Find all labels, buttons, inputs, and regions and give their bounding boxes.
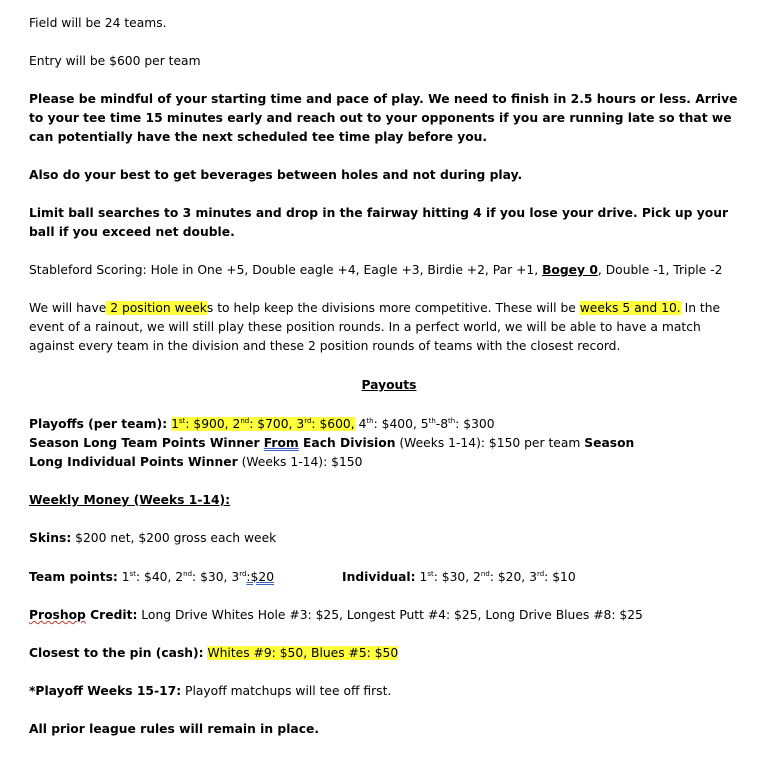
team-points-3-value: :$20 — [246, 570, 275, 584]
ball-search-paragraph: Limit ball searches to 3 minutes and drop in the fairway hitting 4 if you lose your drive. Pick up your ball if you exceed net double. — [29, 206, 729, 239]
playoffs-3-value: : $600, — [311, 417, 355, 431]
playoffs-highlight — [171, 417, 355, 431]
playoffs-1: 1 — [171, 417, 179, 431]
skins-line — [29, 529, 749, 548]
playoffs-5-sup: th — [428, 417, 436, 425]
team-points-1: 1 — [117, 570, 130, 584]
season-individual-label: Long Individual Points Winner — [29, 455, 238, 469]
stableford-scoring-line — [29, 261, 749, 280]
proshop-label: Proshop — [29, 608, 86, 622]
proshop-text: Long Drive Whites Hole #3: $25, Longest Putt #4: $25, Long Drive Blues #8: $25 — [137, 608, 643, 622]
individual-1: 1 — [415, 570, 428, 584]
individual-2-value: : $20, 3 — [489, 570, 537, 584]
season-individual-text: (Weeks 1-14): $150 — [237, 455, 363, 469]
closest-label: Closest to the pin (cash): — [29, 646, 204, 660]
team-points-1-sup: st — [129, 570, 136, 578]
season-team-label: Season Long Team Points Winner — [29, 436, 264, 450]
playoffs-4-sup: th — [366, 417, 374, 425]
payouts-heading: Payouts — [361, 378, 417, 392]
playoff-weeks-text: Playoff matchups will tee off first. — [181, 684, 392, 698]
season-division-label: Each Division — [298, 436, 396, 450]
bogey-zero: Bogey 0 — [542, 263, 598, 277]
field-size-line: Field will be 24 teams. — [29, 16, 167, 30]
beverages-line: Also do your best to get beverages between holes and not during play. — [29, 168, 523, 182]
entry-fee-line: Entry will be $600 per team — [29, 54, 201, 68]
season-team-text: (Weeks 1-14): $150 per team — [395, 436, 585, 450]
playoffs-2-sup: nd — [240, 417, 250, 425]
pace-of-play-paragraph: Please be mindful of your starting time and pace of play. We need to finish in 2.5 hours or less. Arrive to your tee time 15 minutes early and reach out to your opponents if you are running late so that we can potentially have the next scheduled tee time play before you. — [29, 92, 738, 144]
playoffs-2-value: : $700, 3 — [249, 417, 305, 431]
position-highlight-1: 2 position week — [106, 301, 207, 315]
individual-2-sup: nd — [480, 570, 490, 578]
skins-text: $200 net, $200 gross each week — [71, 531, 277, 545]
individual-1-value: : $30, 2 — [433, 570, 481, 584]
position-text-3: In the event of a rainout, we will still play these position rounds. In a perfect world, we will be able to have a match against every team in the division and these 2 position rounds of teams with the closest record. — [29, 301, 721, 353]
individual-label: Individual: — [342, 570, 416, 584]
position-highlight-2: weeks 5 and 10. — [579, 301, 681, 315]
individual-1-sup: st — [427, 570, 434, 578]
playoffs-label: Playoffs (per team): — [29, 417, 168, 431]
position-weeks-paragraph — [29, 299, 749, 356]
prior-rules-line: All prior league rules will remain in place. — [29, 722, 320, 736]
playoffs-8-sup: th — [448, 417, 456, 425]
individual-line — [342, 568, 742, 587]
team-points-2-sup: nd — [183, 570, 193, 578]
season-from: From — [263, 436, 299, 450]
team-points-2-value: : $30, 3 — [192, 570, 240, 584]
playoffs-5-8: -8 — [435, 417, 449, 431]
team-points-label: Team points: — [29, 570, 118, 584]
individual-3-sup: rd — [536, 570, 545, 578]
playoffs-1-value: : $900, 2 — [185, 417, 241, 431]
team-points-3-sup: rd — [239, 570, 247, 578]
position-text-2: s to help keep the divisions more competitive. These will be — [206, 301, 580, 315]
individual-3-value: : $10 — [544, 570, 576, 584]
season-label-continued: Season — [584, 436, 635, 450]
stableford-prefix: Stableford Scoring: Hole in One +5, Double eagle +4, Eagle +3, Birdie +2, Par +1, — [29, 263, 543, 277]
closest-to-pin-line — [29, 644, 749, 663]
proshop-credit-line — [29, 606, 749, 625]
playoff-weeks-label: *Playoff Weeks 15-17: — [29, 684, 182, 698]
team-points-1-value: : $40, 2 — [135, 570, 184, 584]
playoff-weeks-line — [29, 682, 749, 701]
closest-highlight: Whites #9: $50, Blues #5: $50 — [207, 646, 399, 660]
playoffs-line — [29, 415, 749, 434]
proshop-credit-label: Credit: — [85, 608, 138, 622]
playoffs-4: 4 — [354, 417, 367, 431]
playoffs-8-value: : $300 — [455, 417, 495, 431]
playoffs-4-value: : $400, 5 — [373, 417, 429, 431]
stableford-suffix: , Double -1, Triple -2 — [597, 263, 723, 277]
position-text-1: We will have — [29, 301, 107, 315]
skins-label: Skins: — [29, 531, 72, 545]
playoffs-3-sup: rd — [304, 417, 312, 425]
season-team-line — [29, 434, 749, 453]
season-individual-line — [29, 453, 749, 472]
weekly-money-heading: Weekly Money (Weeks 1-14): — [29, 493, 231, 507]
playoffs-1-sup: st — [178, 417, 186, 425]
